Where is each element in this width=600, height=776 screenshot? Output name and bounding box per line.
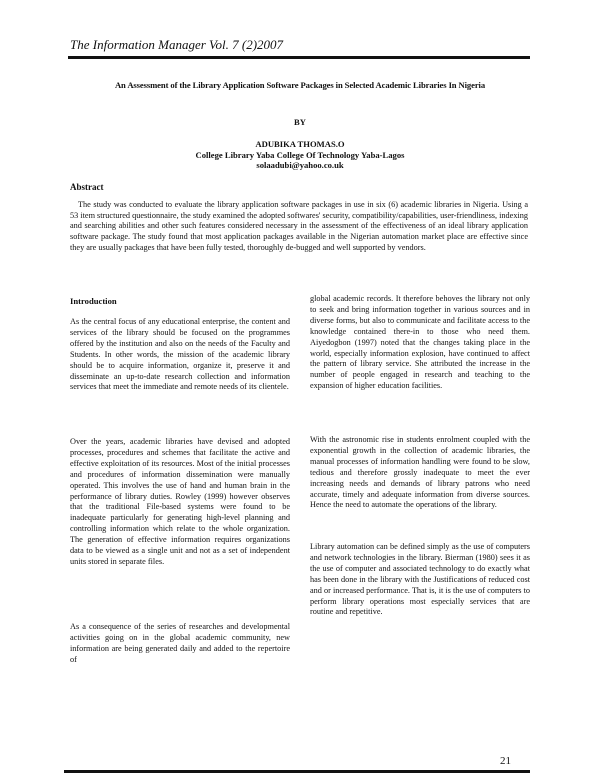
abstract-text: The study was conducted to evaluate the library application software packages in use in six (6) academic libraries in Nigeria. Using a 53 item structured questionnaire, the study examined the adopted softwares' security, compatibility/capabilities, user-friendliness, indexing and searching abilities and other such features considered necessary in the assessment of the effectiveness of an ideal library application software package. The study found that most application packages available in the Nigerian automation market place are effective since they are usually packages that have been fully tested, thoroughly de-bugged and well supported by vendors. [70, 200, 528, 252]
introduction-heading: Introduction [70, 296, 117, 306]
header-rule [68, 56, 530, 59]
byline: BY [294, 117, 306, 127]
author-block [0, 139, 600, 171]
page-number: 21 [500, 755, 511, 767]
journal-header: The Information Manager Vol. 7 (2)2007 [70, 37, 284, 52]
author-affiliation: College Library Yaba College Of Technology Yaba-Lagos [195, 149, 405, 160]
paragraph: Over the years, academic libraries have devised and adopted processes, procedures and schemes that facilitate the active and effective exploitation of its resources. Most of the initial processes and procedures of information dissemination were manually operated. This involves the use of hand and human brain in the performance of library duties. Rowley (1999) however observes that the traditional File-based systems were found to be inadequate particularly for generating high-level planning and controlling information which relate to the whole organization. The generation of effective information requires organizations data to be viewed as a single unit and not as a set of independent units stored in separate files. [70, 437, 290, 566]
author-email: solaadubi@yahoo.co.uk [256, 160, 344, 170]
footer-rule [64, 770, 530, 773]
article-title: An Assessment of the Library Application Software Packages in Selected Academic Libraries In Nigeria [114, 80, 486, 90]
abstract-heading: Abstract [70, 182, 104, 192]
author-name: ADUBIKA THOMAS.O [255, 139, 345, 149]
paragraph: As a consequence of the series of researches and developmental activities going on in the global academic community, new information are being generated daily and added to the repertoire of [70, 622, 290, 664]
paragraph: As the central focus of any educational enterprise, the content and services of the library should be focused on the programmes offered by the institution and also on the needs of the Faculty and Students. In other words, the mission of the academic library should be to acquire information, organize it, preserve it and disseminate an up-to-date research collection and information services that meet the immediate and remote needs of its clientele. [70, 317, 290, 392]
paragraph: global academic records. It therefore behoves the library not only to seek and bring information together in various sources and in diverse forms, but also to communicate and facilitate access to the knowledge contained there-in to those who need them. Aiyedogbon (1997) noted that the changes taking place in the world, especially information explosion, have continued to affect the pattern of library service. She attributed the increase in the number of people engaged in research and teaching to the expansion of higher education facilities. [310, 294, 530, 391]
paragraph: Library automation can be defined simply as the use of computers and network technologies in the library. Bierman (1980) sees it as the use of computer and associated technology to do exactly what has been done in the library with the Justifications of reduced cost and or increased performance. That is, it is the use of computers to perform library operations most especially services that are routine and repetitive. [310, 542, 530, 617]
paragraph: With the astronomic rise in students enrolment coupled with the exponential growth in the collection of academic libraries, the manual processes of information handling were found to be slow, tedious and therefore grossly inadequate to meet the ever increasing needs and demands of library patrons who need accurate, timely and adequate information from diverse sources. Hence the need to automate the operations of the library. [310, 435, 530, 510]
